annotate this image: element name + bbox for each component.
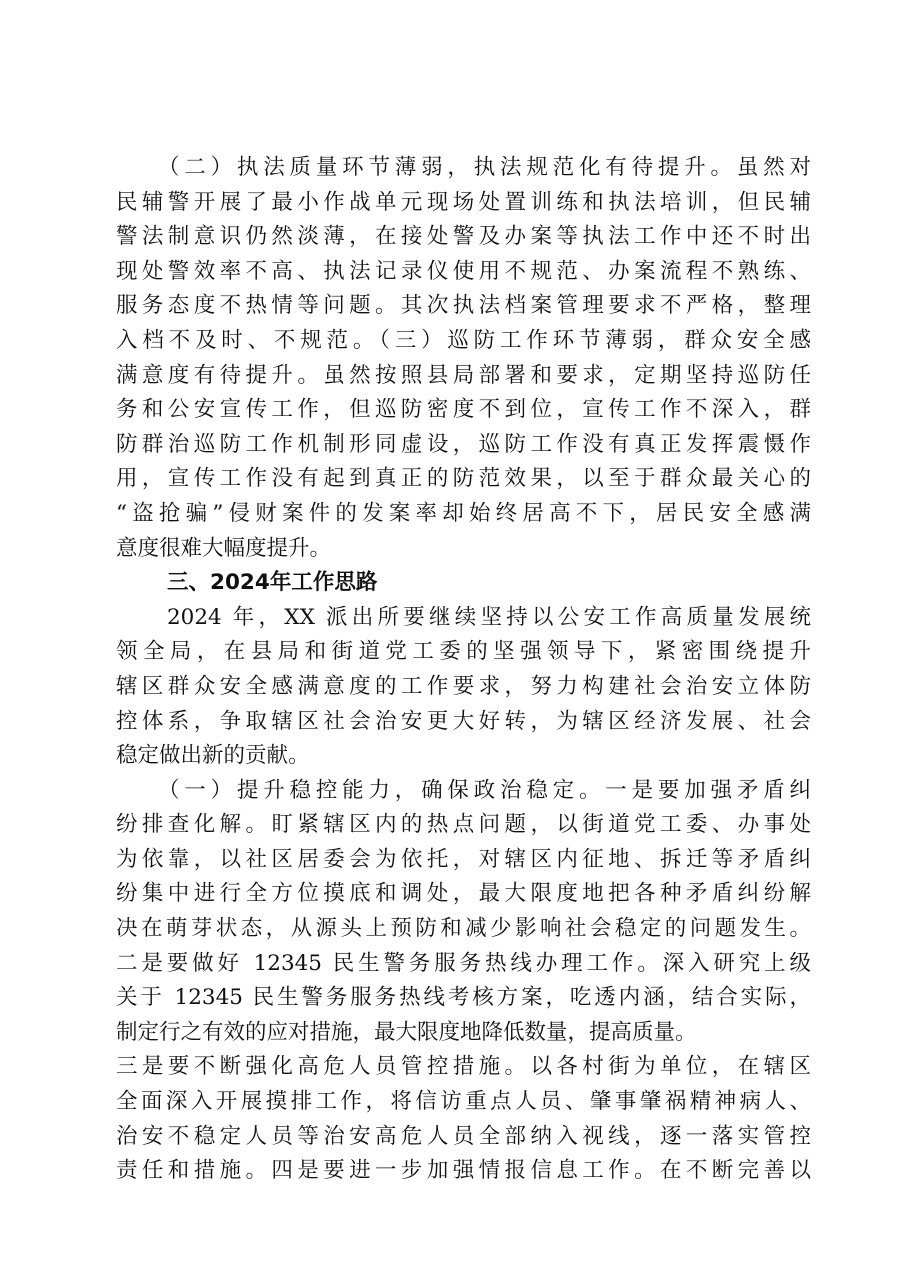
text-line: 入档不及时、不规范。（三）巡防工作环节薄弱，群众安全感 <box>116 327 811 353</box>
text-line: 用，宣传工作没有起到真正的防范效果，以至于群众最关心的 <box>116 466 811 492</box>
section-heading-2024-plan: 三、2024年工作思路 <box>167 570 378 596</box>
text-line: 纷排查化解。盯紧辖区内的热点问题，以街道党工委、办事处 <box>116 812 811 838</box>
text-line: 警法制意识仍然淡薄，在接处警及办案等执法工作中还不时出 <box>116 224 811 250</box>
text-line: “盗抢骗”侵财案件的发案率却始终居高不下，居民安全感满 <box>116 500 811 526</box>
text-line: 控体系，争取辖区社会治安更大好转，为辖区经济发展、社会 <box>116 708 811 734</box>
text-line: 全面深入开展摸排工作，将信访重点人员、肇事肇祸精神病人、 <box>116 1089 811 1115</box>
text-line: 辖区群众安全感满意度的工作要求，努力构建社会治安立体防 <box>116 673 811 699</box>
text-line: 治安不稳定人员等治安高危人员全部纳入视线，逐一落实管控 <box>116 1123 811 1149</box>
text-line: 关于 12345 民生警务服务热线考核方案，吃透内涵，结合实际， <box>116 985 811 1011</box>
paragraph-enforcement-and-patrol <box>116 151 811 566</box>
text-line: 民辅警开展了最小作战单元现场处置训练和执法培训，但民辅 <box>116 189 811 215</box>
text-line: 现处警效率不高、执法记录仪使用不规范、办案流程不熟练、 <box>116 258 811 284</box>
text-line: 三是要不断强化高危人员管控措施。以各村街为单位，在辖区 <box>116 1054 811 1080</box>
text-line: 制定行之有效的应对措施，最大限度地降低数量，提高质量。 <box>116 1019 697 1045</box>
text-line: （二）执法质量环节薄弱，执法规范化有待提升。虽然对 <box>158 155 811 180</box>
text-line: 2024 年，XX 派出所要继续坚持以公安工作高质量发展统 <box>167 604 811 630</box>
text-line: 服务态度不热情等问题。其次执法档案管理要求不严格，整理 <box>116 293 811 319</box>
text-line: （一）提升稳控能力，确保政治稳定。一是要加强矛盾纠 <box>158 777 811 803</box>
text-line: 二是要做好 12345 民生警务服务热线办理工作。深入研究上级 <box>116 950 811 976</box>
paragraph-2024-overview <box>116 601 811 774</box>
text-line: 满意度有待提升。虽然按照县局部署和要求，定期坚持巡防任 <box>116 362 811 388</box>
text-line: 意度很难大幅度提升。 <box>116 535 332 561</box>
text-line: 决在萌芽状态，从源头上预防和减少影响社会稳定的问题发生。 <box>116 916 811 942</box>
text-line: 稳定做出新的贡献。 <box>116 743 310 769</box>
paragraph-stability-control <box>116 774 811 1189</box>
text-line: 防群治巡防工作机制形同虚设，巡防工作没有真正发挥震慑作 <box>116 431 811 457</box>
document-body <box>116 151 811 1189</box>
text-line: 纷集中进行全方位摸底和调处，最大限度地把各种矛盾纠纷解 <box>116 881 811 907</box>
text-line: 务和公安宣传工作，但巡防密度不到位，宣传工作不深入，群 <box>116 397 811 423</box>
text-line: 责任和措施。四是要进一步加强情报信息工作。在不断完善以 <box>116 1158 811 1184</box>
text-line: 为依靠，以社区居委会为依托，对辖区内征地、拆迁等矛盾纠 <box>116 846 811 872</box>
text-line: 领全局，在县局和街道党工委的坚强领导下，紧密围绕提升 <box>116 639 811 665</box>
